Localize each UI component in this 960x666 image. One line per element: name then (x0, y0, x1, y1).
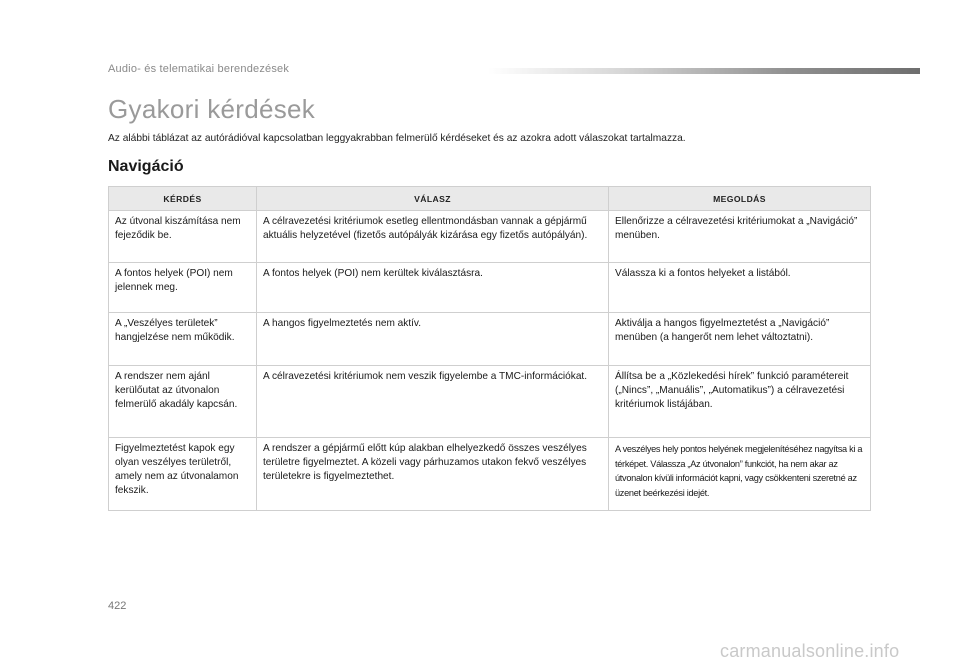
page-title: Gyakori kérdések (108, 94, 316, 124)
answer-cell: A fontos helyek (POI) nem kerültek kiválasztásra. (257, 263, 609, 313)
column-header-solution: MEGOLDÁS (609, 187, 871, 211)
solution-cell: Válassza ki a fontos helyeket a listából. (609, 263, 871, 313)
page-number: 422 (108, 600, 127, 612)
solution-cell: A veszélyes hely pontos helyének megjelenítéséhez nagyítsa ki a térképet. Válassza „Az útvonalon” funkciót, ha nem akar az útvonalon kívüli információt kapni, vagy csökkenteni szeretné az üzenet beérkezési idejét. (609, 438, 871, 511)
answer-cell: A hangos figyelmeztetés nem aktív. (257, 313, 609, 366)
solution-cell: Állítsa be a „Közlekedési hírek” funkció paramétereit („Nincs”, „Manuális”, „Automatikus”) a célravezetési kritériumok listájában. (609, 366, 871, 438)
solution-cell: Ellenőrizze a célravezetési kritériumokat a „Navigáció” menüben. (609, 211, 871, 263)
column-header-question: KÉRDÉS (109, 187, 257, 211)
answer-cell: A rendszer a gépjármű előtt kúp alakban elhelyezkedő összes veszélyes területre figyelmeztet. A közeli vagy párhuzamos utakon fekvő veszélyes területekre is figyelmeztethet. (257, 438, 609, 511)
table-header-row (109, 187, 871, 211)
table-row (109, 263, 871, 313)
solution-cell: Aktiválja a hangos figyelmeztetést a „Navigáció” menüben (a hangerőt nem lehet változtatni). (609, 313, 871, 366)
answer-cell: A célravezetési kritériumok esetleg ellentmondásban vannak a gépjármű aktuális helyzetével (fizetős autópályák kizárása egy fizetős autópályán). (257, 211, 609, 263)
table-row (109, 211, 871, 263)
table-row (109, 366, 871, 438)
section-label: Audio- és telematikai berendezések (108, 63, 290, 75)
question-cell: Figyelmeztetést kapok egy olyan veszélyes területről, amely nem az útvonalamon fekszik. (109, 438, 257, 511)
intro-text: Az alábbi táblázat az autórádióval kapcsolatban leggyakrabban felmerülő kérdéseket és az azokra adott válaszokat tartalmazza. (108, 133, 686, 144)
answer-cell: A célravezetési kritériumok nem veszik figyelembe a TMC-információkat. (257, 366, 609, 438)
question-cell: Az útvonal kiszámítása nem fejeződik be. (109, 211, 257, 263)
header-gradient-bar (488, 68, 920, 74)
question-cell: A rendszer nem ajánl kerülőutat az útvonalon felmerülő akadály kapcsán. (109, 366, 257, 438)
question-cell: A „Veszélyes területek” hangjelzése nem működik. (109, 313, 257, 366)
watermark: carmanualsonline.info (720, 641, 900, 661)
table-row (109, 438, 871, 511)
table-row (109, 313, 871, 366)
section-heading: Navigáció (108, 158, 184, 175)
faq-table (108, 186, 871, 511)
question-cell: A fontos helyek (POI) nem jelennek meg. (109, 263, 257, 313)
column-header-answer: VÁLASZ (257, 187, 609, 211)
